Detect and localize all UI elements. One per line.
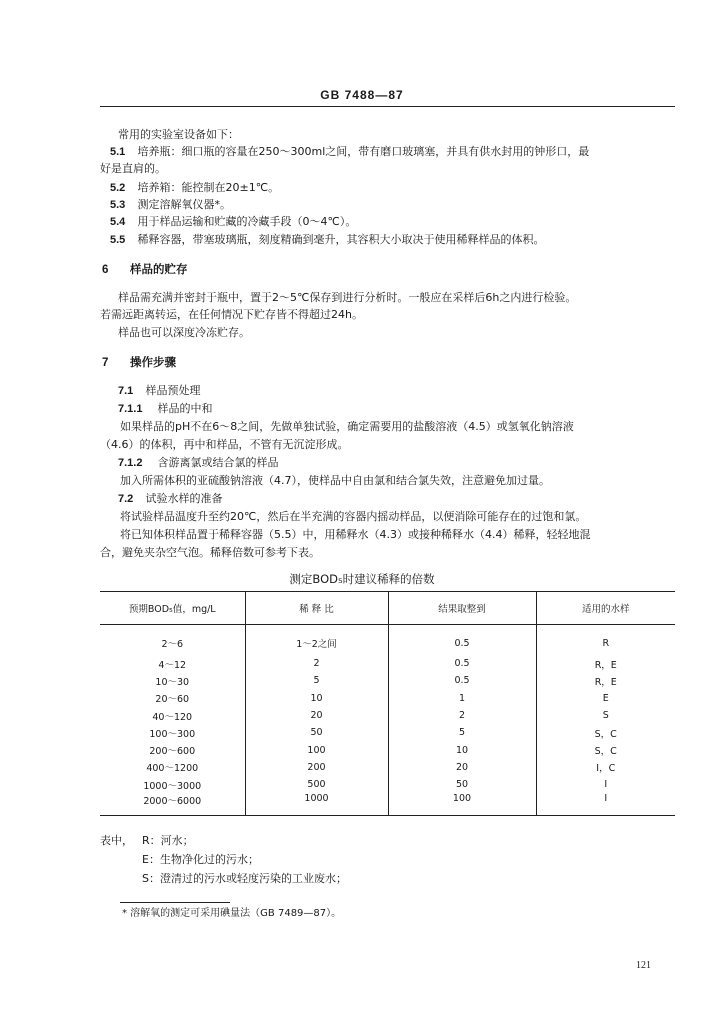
subsection-7-1-1	[118, 401, 213, 417]
item-number: 5.2	[110, 182, 126, 194]
column-header: 适用的水样	[536, 592, 675, 625]
table-cell: 200	[245, 759, 388, 776]
subsection-title: 样品的中和	[157, 402, 213, 415]
subsection-title: 含游离氯或结合氯的样品	[157, 456, 279, 469]
section-6-para: 样品需充满并密封于瓶中，置于2～5℃保存到进行分析时。一般应在采样后6h之内进行检验。	[118, 291, 577, 304]
subsection-title: 试验水样的准备	[145, 492, 223, 505]
table-row	[100, 690, 675, 707]
table-cell: 40～120	[152, 711, 193, 723]
subsection-7-2-para: 将试验样品温度升至约20℃，然后在半充满的容器内摇动样品，以便消除可能存在的过饱和氯。	[120, 510, 587, 523]
table-row	[100, 776, 675, 793]
subsection-7-1-1-para: （4.6）的体积，再中和样品，不管有无沉淀形成。	[100, 438, 349, 451]
subsection-7-1	[118, 383, 201, 399]
subsection-number: 7.1.2	[118, 457, 143, 469]
table-header-row	[100, 592, 675, 625]
table-row	[100, 759, 675, 776]
table-cell: 1000	[245, 793, 388, 816]
table-cell: 20	[388, 759, 536, 776]
item-text: 用于样品运输和贮藏的冷藏手段（0～4℃）。	[137, 215, 357, 228]
table-cell: I，C	[536, 759, 675, 776]
table-cell: R，E	[536, 655, 675, 672]
table-cell: S	[536, 707, 675, 724]
section-title: 操作步骤	[130, 355, 177, 369]
table-cell: 1000～3000	[143, 780, 202, 792]
item-number: 5.5	[110, 234, 126, 246]
subsection-number: 7.2	[118, 493, 134, 505]
table-cell: 100	[245, 741, 388, 758]
table-row	[100, 625, 675, 656]
table-cell: 10～30	[155, 676, 190, 688]
table-cell: R，E	[536, 672, 675, 689]
dilution-table	[100, 591, 675, 816]
subsection-number: 7.1	[118, 385, 134, 397]
table-caption: 测定BOD₅时建议稀释的倍数	[289, 572, 435, 586]
table-cell: 50	[245, 724, 388, 741]
table-cell: 1～2之间	[245, 625, 388, 656]
subsection-7-2-para: 将已知体积样品置于稀释容器（5.5）中，用稀释水（4.3）或接种稀释水（4.4）稀释，轻轻地混	[120, 528, 591, 541]
subsection-7-1-2-para: 加入所需体积的亚硫酸钠溶液（4.7），使样品中自由氯和结合氯失效，注意避免加过量。	[120, 474, 550, 487]
table-cell: 200～600	[149, 746, 196, 758]
table-cell: R	[536, 625, 675, 656]
item-text: 稀释容器，带塞玻璃瓶，刻度精确到毫升，其容积大小取决于使用稀释样品的体积。	[137, 233, 545, 246]
subsection-7-1-1-para: 如果样品的pH不在6～8之间，先做单独试验，确定需要用的盐酸溶液（4.5）或氢氧化钠溶液	[120, 420, 574, 433]
table-cell: 100～300	[149, 728, 196, 740]
column-header: 预期BOD₅值，mg/L	[100, 592, 245, 625]
table-cell: S，C	[536, 741, 675, 758]
section-title: 样品的贮存	[130, 262, 188, 276]
table-cell: I	[536, 776, 675, 793]
section-6-para: 若需远距离转运，在任何情况下贮存皆不得超过24h。	[100, 308, 363, 321]
item-5-3	[110, 197, 231, 213]
table-row	[100, 707, 675, 724]
page-number: 121	[636, 960, 651, 971]
subsection-title: 样品预处理	[145, 384, 201, 397]
table-row	[100, 655, 675, 672]
table-cell: 0.5	[388, 672, 536, 689]
table-row	[100, 724, 675, 741]
section-7-heading	[102, 355, 176, 371]
table-row	[100, 672, 675, 689]
table-cell: 5	[245, 672, 388, 689]
footnote: * 溶解氧的测定可采用碘量法（GB 7489—87）。	[122, 908, 342, 919]
item-text: 培养瓶：细口瓶的容量在250～300ml之间，带有磨口玻璃塞，并具有供水封用的钟形口，最	[137, 145, 590, 158]
table-cell: 2	[388, 707, 536, 724]
subsection-7-2-para: 合，避免夹杂空气泡。稀释倍数可参考下表。	[100, 546, 320, 559]
item-5-1-cont: 好是直肩的。	[100, 162, 166, 175]
table-cell: 0.5	[388, 655, 536, 672]
table-cell: 5	[388, 724, 536, 741]
subsection-number: 7.1.1	[118, 403, 143, 415]
section-6-heading	[102, 262, 188, 278]
item-5-1	[110, 144, 589, 160]
table-cell: 0.5	[388, 625, 536, 656]
table-cell: 500	[245, 776, 388, 793]
item-text: 测定溶解氧仪器*。	[137, 198, 231, 211]
item-number: 5.3	[110, 199, 126, 211]
header-rule	[100, 106, 675, 107]
table-cell: 2	[245, 655, 388, 672]
table-cell: 20～60	[155, 694, 190, 706]
column-header: 稀 释 比	[245, 592, 388, 625]
table-cell: 400～1200	[146, 763, 199, 775]
table-cell: S，C	[536, 724, 675, 741]
table-row	[100, 793, 675, 816]
table-cell: I	[536, 793, 675, 816]
section-number: 7	[102, 357, 109, 369]
table-row	[100, 741, 675, 758]
subsection-7-2	[118, 491, 223, 507]
equipment-intro: 常用的实验室设备如下：	[118, 128, 239, 141]
item-5-5	[110, 232, 545, 248]
table-cell: 10	[388, 741, 536, 758]
section-number: 6	[102, 264, 109, 276]
table-cell: E	[536, 690, 675, 707]
item-number: 5.4	[110, 216, 126, 228]
table-cell: 4～12	[158, 659, 187, 671]
footnote-rule	[120, 902, 230, 903]
table-cell: 2～6	[161, 639, 184, 650]
legend-item: E：生物净化过的污水；	[142, 853, 259, 866]
subsection-7-1-2	[118, 455, 279, 471]
table-cell: 1	[388, 690, 536, 707]
table-cell: 20	[245, 707, 388, 724]
legend-item: R：河水；	[142, 834, 194, 847]
item-number: 5.1	[110, 146, 126, 158]
table-cell: 50	[388, 776, 536, 793]
section-6-para: 样品也可以深度冷冻贮存。	[118, 326, 250, 339]
item-5-2	[110, 180, 279, 196]
item-5-4	[110, 214, 356, 230]
legend-prefix: 表中，	[100, 834, 133, 847]
legend-item: S：澄清过的污水或轻度污染的工业废水；	[142, 872, 347, 885]
table-cell: 10	[245, 690, 388, 707]
item-text: 培养箱：能控制在20±1℃。	[137, 181, 280, 194]
table-cell: 2000～6000	[100, 793, 245, 816]
page-header: GB 7488—87	[320, 88, 404, 102]
column-header: 结果取整到	[388, 592, 536, 625]
table-cell: 100	[388, 793, 536, 816]
